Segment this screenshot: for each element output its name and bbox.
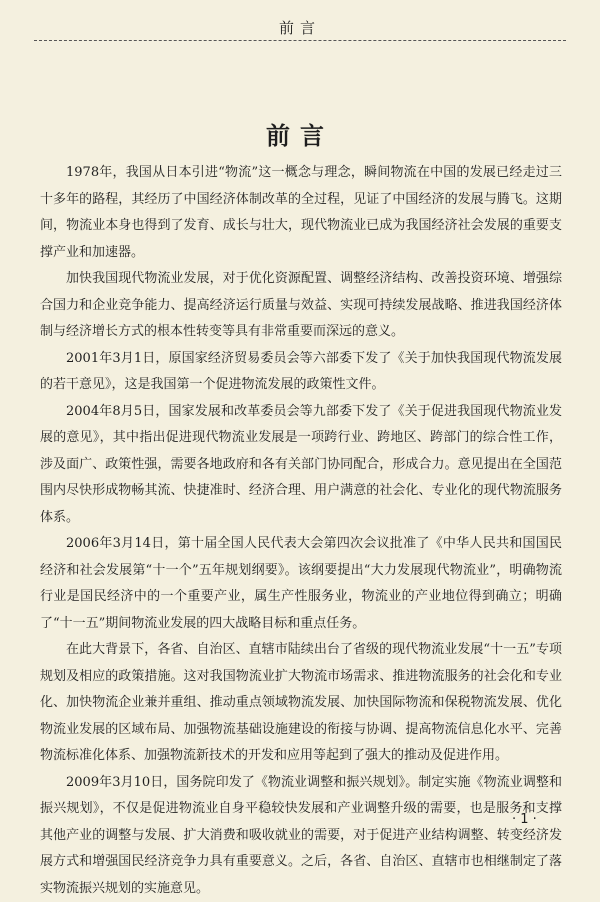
paragraph: 在此大背景下，各省、自治区、直辖市陆续出台了省级的现代物流业发展“十一五”专项规划及相应的政策措施。这对我国物流业扩大物流市场需求、推进物流服务的社会化和专业化、加快物流企业兼并重组、推动重点领域物流发展、加快国际物流和保税物流发展、优化物流业发展的区域布局、加强物流基础设施建设的衔接与协调、提高物流信息化水平、完善物流标准化体系、加强物流新技术的开发和应用等起到了强大的推动及促进作用。 [40, 637, 562, 770]
body-text [40, 160, 562, 902]
header-divider [34, 40, 566, 41]
paragraph: 1978年，我国从日本引进“物流”这一概念与理念，瞬间物流在中国的发展已经走过三十多年的路程，其经历了中国经济体制改革的全过程，见证了中国经济的发展与腾飞。这期间，物流业本身也得到了发育、成长与壮大，现代物流业已成为我国经济社会发展的重要支撑产业和加速器。 [40, 160, 562, 266]
paragraph: 2009年3月10日，国务院印发了《物流业调整和振兴规划》。制定实施《物流业调整和振兴规划》，不仅是促进物流业自身平稳较快发展和产业调整升级的需要，也是服务和支撑其他产业的调整与发展、扩大消费和吸收就业的需要，对于促进产业结构调整、转变经济发展方式和增强国民经济竞争力具有重要意义。之后，各省、自治区、直辖市也相继制定了落实物流振兴规划的实施意见。 [40, 770, 562, 902]
paragraph: 2006年3月14日，第十届全国人民代表大会第四次会议批准了《中华人民共和国国民经济和社会发展第“十一个”五年规划纲要》。该纲要提出“大力发展现代物流业”，明确物流行业是国民经济中的一个重要产业，属生产性服务业，物流业的产业地位得到确立；明确了“十一五”期间物流业发展的四大战略目标和重点任务。 [40, 531, 562, 637]
running-header-title: 前言 [0, 17, 600, 38]
chapter-title: 前言 [0, 116, 600, 151]
paragraph: 2001年3月1日，原国家经济贸易委员会等六部委下发了《关于加快我国现代物流发展的若干意见》，这是我国第一个促进物流发展的政策性文件。 [40, 346, 562, 399]
page-number: · 1 · [512, 812, 537, 827]
paragraph: 2004年8月5日，国家发展和改革委员会等九部委下发了《关于促进我国现代物流业发展的意见》，其中指出促进现代物流业发展是一项跨行业、跨地区、跨部门的综合性工作，涉及面广、政策性强，需要各地政府和各有关部门协同配合，形成合力。意见提出在全国范围内尽快形成物畅其流、快捷准时、经济合理、用户满意的社会化、专业化的现代物流服务体系。 [40, 399, 562, 532]
paragraph: 加快我国现代物流业发展，对于优化资源配置、调整经济结构、改善投资环境、增强综合国力和企业竞争能力、提高经济运行质量与效益、实现可持续发展战略、推进我国经济体制与经济增长方式的根本性转变等具有非常重要而深远的意义。 [40, 266, 562, 346]
